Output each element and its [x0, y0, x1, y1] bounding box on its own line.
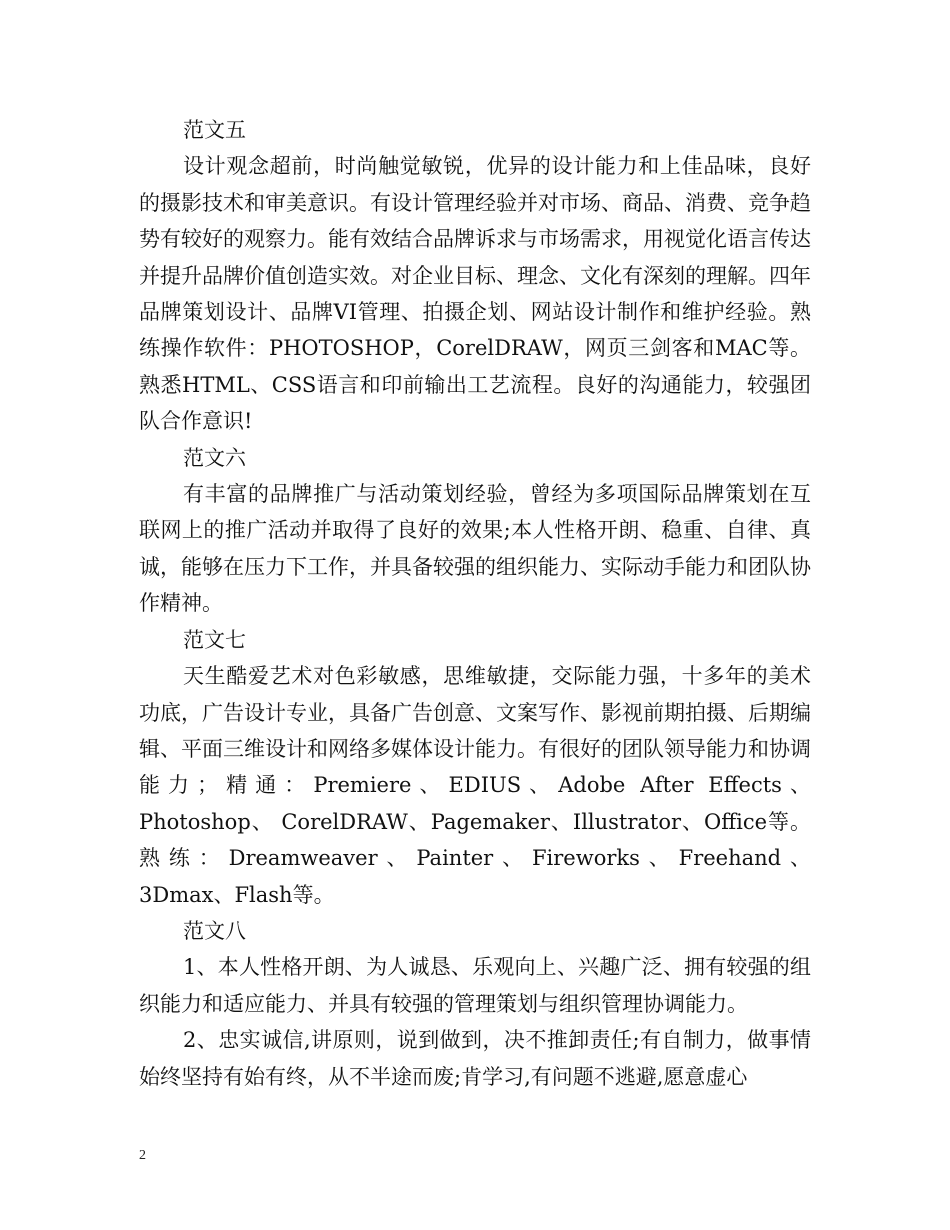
section-heading-7: 范文七 [183, 627, 246, 652]
section-8-paragraph-1: 1、本人性格开朗、为人诚恳、乐观向上、兴趣广泛、拥有较强的组织能力和适应能力、并具有较强的管理策划与组织管理协调能力。 [139, 955, 811, 1016]
section-5-paragraph: 设计观念超前，时尚触觉敏锐，优异的设计能力和上佳品味，良好的摄影技术和审美意识。有设计管理经验并对市场、商品、消费、竞争趋势有较好的观察力。能有效结合品牌诉求与市场需求，用视觉化语言传达并提升品牌价值创造实效。对企业目标、理念、文化有深刻的理解。四年品牌策划设计、品牌VI管理、拍摄企划、网站设计制作和维护经验。熟练操作软件：PHOTOSHOP，CorelDRAW，网页三剑客和MAC等。熟悉HTML、CSS语言和印前输出工艺流程。良好的沟通能力，较强团队合作意识! [139, 154, 811, 434]
section-heading-8: 范文八 [183, 918, 246, 943]
document-body [139, 112, 811, 1095]
page-number: 2 [139, 1148, 146, 1163]
section-heading-6: 范文六 [183, 445, 246, 470]
section-6-paragraph: 有丰富的品牌推广与活动策划经验，曾经为多项国际品牌策划在互联网上的推广活动并取得了良好的效果;本人性格开朗、稳重、自律、真诚，能够在压力下工作，并具备较强的组织能力、实际动手能力和团队协作精神。 [139, 482, 811, 616]
section-7-paragraph: 天生酷爱艺术对色彩敏感，思维敏捷，交际能力强，十多年的美术功底，广告设计专业，具备广告创意、文案写作、影视前期拍摄、后期编辑、平面三维设计和网络多媒体设计能力。有很好的团队领导能力和协调能力；精通：Premiere、EDIUS、Adobe After Effects、Photoshop、 CorelDRAW、Pagemaker、Illustrator、Office等。熟练：Dreamweaver、Painter、Fireworks、Freehand、3Dmax、Flash等。 [139, 664, 811, 907]
section-heading-5: 范文五 [183, 118, 246, 142]
section-8-paragraph-2: 2、忠实诚信,讲原则，说到做到，决不推卸责任;有自制力，做事情始终坚持有始有终，从不半途而废;肯学习,有问题不逃避,愿意虚心 [139, 1028, 811, 1089]
